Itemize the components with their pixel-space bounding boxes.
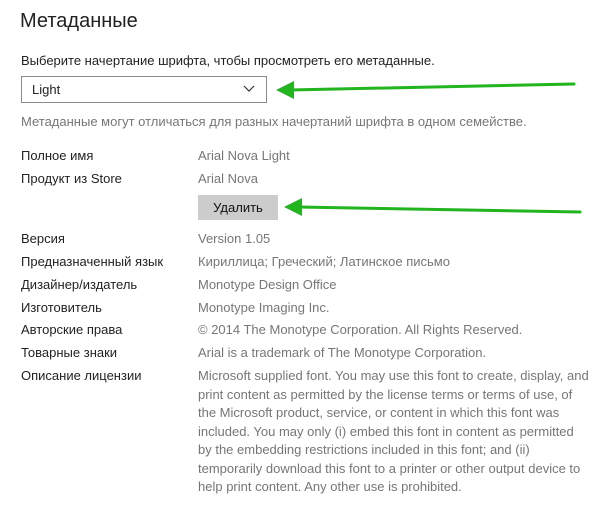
store-product-value: Arial Nova: [198, 171, 258, 186]
copyright-label: Авторские права: [21, 322, 123, 337]
version-value: Version 1.05: [198, 231, 271, 246]
language-label: Предназначенный язык: [21, 254, 164, 269]
copyright-value: © 2014 The Monotype Corporation. All Rights Reserved.: [198, 322, 523, 337]
manufacturer-value: Monotype Imaging Inc.: [198, 300, 330, 315]
full-name-label: Полное имя: [21, 148, 94, 163]
designer-label: Дизайнер/издатель: [21, 277, 138, 292]
language-value: Кириллица; Греческий; Латинское письмо: [198, 254, 450, 269]
page-title: Метаданные: [20, 10, 138, 32]
license-value: Microsoft supplied font. You may use this font to create, display, and print content as permitted by the license terms or terms of use, of the Microsoft product, service, or content in which this font was included. You may only (i) embed this font in content as permitted by the embedding restrictions included in this font; and (ii) temporarily download this font to a printer or other output device to help print content. Any other use is prohibited.: [198, 368, 589, 494]
license-label: Описание лицензии: [21, 368, 142, 383]
arrow-to-uninstall-button: [284, 198, 580, 216]
manufacturer-label: Изготовитель: [21, 300, 102, 315]
font-face-selected-value: Light: [32, 82, 61, 97]
store-product-label: Продукт из Store: [21, 171, 122, 186]
designer-value: Monotype Design Office: [198, 277, 337, 292]
uninstall-button[interactable]: Удалить: [198, 195, 278, 220]
version-label: Версия: [21, 231, 65, 246]
metadata-note: Метаданные могут отличаться для разных начертаний шрифта в одном семействе.: [21, 114, 527, 129]
trademark-value: Arial is a trademark of The Monotype Corporation.: [198, 345, 487, 360]
trademark-label: Товарные знаки: [21, 345, 118, 360]
arrow-to-dropdown: [276, 81, 574, 99]
face-select-prompt: Выберите начертание шрифта, чтобы просмотреть его метаданные.: [21, 53, 435, 68]
full-name-value: Arial Nova Light: [198, 148, 290, 163]
